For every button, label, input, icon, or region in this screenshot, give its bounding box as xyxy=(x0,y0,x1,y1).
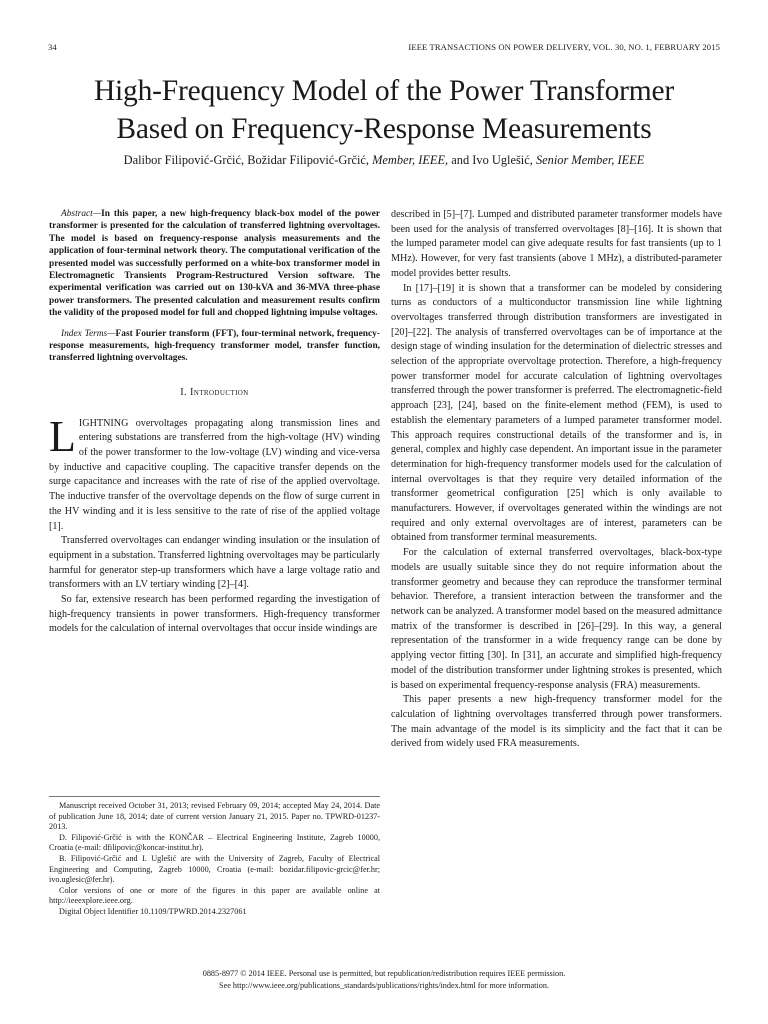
footnote-authors-2-3: B. Filipović-Grčić and I. Uglešić are with the University of Zagreb, Faculty of Electrical Engineering and Computing, Zagreb 10000, Croatia (e-mail: bozidar.filipovic-grcic@fer.hr; ivo.uglesic@fer.hr). xyxy=(49,853,380,885)
right-paragraph-2: In [17]–[19] it is shown that a transformer can be modeled by considering turns as conductors of a multiconductor transmission line while lightning overvoltages transferred through distribution transformers are investigated in [20]–[22]. The analysis of transferred overvoltages can be of importance at the design stage of winding insulation for the determination of dielectric stresses and selection of the appropriate overvoltage protection. Therefore, a high-frequency power transformer model for accurate calculation of lightning overvoltages transferred through the power transformer is preferred. The electromagnetic-field approach [23], [24], based on the finite-element method (FEM), is used to establish the elementary parameters of a lumped parameter transformer model. This approach requires constructional details of the transformer and is, in general, complex and highly case dependent. An important issue in the parameter determination for high-frequency transformer models used for the calculation of internal overvoltages is that they require very detailed information of the transformer geometrical configuration [25] which is only available to manufacturers. However, if overvoltages generated within the windings are not required and only external overvoltages are of interest, parameters can be obtained from transformer terminal measurements. xyxy=(391,282,722,544)
rights-url-line: See http://www.ieee.org/publications_standards/publications/rights/index.html for more information. xyxy=(219,981,549,990)
footnote-color-versions: Color versions of one or more of the figures in this paper are available online at http://ieeexplore.ieee.org. xyxy=(49,885,380,906)
copyright-line: 0885-8977 © 2014 IEEE. Personal use is permitted, but republication/redistribution requires IEEE permission. xyxy=(202,969,566,978)
right-column xyxy=(391,208,722,752)
title-line-2: Based on Frequency-Response Measurements xyxy=(116,113,652,145)
copyright-notice xyxy=(36,968,732,992)
section-number: I. xyxy=(180,386,188,398)
index-terms-label: Index Terms— xyxy=(61,328,116,339)
abstract-label: Abstract— xyxy=(61,209,102,219)
footnote-manuscript: Manuscript received October 31, 2013; revised February 09, 2014; accepted May 24, 2014. Date of publication June 18, 2014; date of current version January 21, 2015. Paper no. TPWRD-01237-2013. xyxy=(49,801,380,832)
authors-conjunction: and Ivo Uglešić, xyxy=(451,153,533,167)
right-paragraph-1: described in [5]–[7]. Lumped and distributed parameter transformer models have been used for the analysis of transferred overvoltages [8]–[16]. It is shown that the lumped parameter model can give adequate results for fast transients (up to 1 MHz). However, for very fast transients (above 1 MHz), a distributed-parameter model provides better results. xyxy=(391,209,722,279)
right-paragraph-3: For the calculation of external transferred overvoltages, black-box-type models are usually suitable since they do not require information about the transformer geometry and because they can reproduce the transformer terminal behavior. Therefore, a transient interaction between the transformer and the network can be analyzed. A transformer model based on the measured admittance matrix of the transformer is described in [26]–[29]. In this way, a general representation of the transformer in a wide frequency range can be done by applying vector fitting [30]. In [31], an accurate and simplified high-frequency model of the distribution transformer under lightning strokes is presented, which is based on experimental frequency-response analysis (FRA) measurements. xyxy=(391,547,722,691)
section-heading xyxy=(49,386,380,401)
intro-paragraph-3: So far, extensive research has been performed regarding the investigation of high-frequency transients in power transformers. High-frequency transformer models for the calculation of internal overvoltages that occur inside windings are xyxy=(49,594,380,635)
index-terms-text: Fast Fourier transform (FFT), four-terminal network, frequency-response measurements, high-frequency transformer model, transfer function, transferred lightning overvoltages. xyxy=(49,328,380,364)
author-membership: Member, IEEE, xyxy=(372,153,449,167)
paper-title xyxy=(36,72,732,148)
intro-paragraph-1 xyxy=(49,411,380,535)
footnotes xyxy=(49,796,380,918)
authors-names: Dalibor Filipović-Grčić, Božidar Filipović-Grčić, xyxy=(123,153,369,167)
running-header xyxy=(48,42,720,56)
index-terms xyxy=(49,328,380,365)
intro-paragraph-2: Transferred overvoltages can endanger winding insulation or the insulation of equipment in a substation. Transferred lightning overvoltages may be particularly harmful for generator step-up transformers which have a large voltage ratio and transformers with an LV tertiary winding [2]–[4]. xyxy=(49,535,380,591)
left-column xyxy=(49,208,380,637)
abstract-text: In this paper, a new high-frequency black-box model of the power transformer is presented for the calculation of transferred lightning overvoltages. The model is based on frequency-response analysis measurements and the application of four-terminal network theory. The computational verification of the presented model was successfully performed on a white-box transformer model in Electromagnetic Transients Program-Restructured Version software. The experimental verification was carried out on 130-kVA and 36-MVA three-phase power transformers. The presented calculation and measurement results confirm the validity of the proposed model for full and chopped lightning impulse voltages. xyxy=(49,209,380,319)
footnote-author-1: D. Filipović-Grčić is with the KONČAR – Electrical Engineering Institute, Zagreb 10000, Croatia (e-mail: dfilipovic@koncar-institut.hr). xyxy=(49,832,380,853)
right-paragraph-4: This paper presents a new high-frequency transformer model for the calculation of lightning overvoltages transferred through power transformers. The main advantage of the model is its simplicity and the fact that it can be derived from widely used FRA measurements. xyxy=(391,694,722,750)
abstract xyxy=(49,208,380,320)
page-number: 34 xyxy=(48,42,57,52)
footnote-doi: Digital Object Identifier 10.1109/TPWRD.2014.2327061 xyxy=(59,906,247,916)
title-line-1: High-Frequency Model of the Power Transformer xyxy=(93,75,675,107)
author-senior-membership: Senior Member, IEEE xyxy=(535,153,645,167)
section-title: Introduction xyxy=(189,386,249,398)
journal-citation: IEEE TRANSACTIONS ON POWER DELIVERY, VOL. 30, NO. 1, FEBRUARY 2015 xyxy=(408,42,720,52)
drop-cap: L xyxy=(49,411,76,461)
intro-paragraph-1-text: IGHTNING overvoltages propagating along transmission lines and entering substations are transferred from the high-voltage (HV) winding of the power transformer to the low-voltage (LV) winding and vice-versa by inductive and capacitive coupling. The capacitive transfer depends on the surge capacitance and increases with the rate of rise of the applied overvoltage. The inductive transfer of the overvoltage depends on the flow of surge current in the HV winding and it is less sensitive to the rate of rise of the applied voltage [1]. xyxy=(49,417,380,532)
author-line xyxy=(36,153,732,168)
